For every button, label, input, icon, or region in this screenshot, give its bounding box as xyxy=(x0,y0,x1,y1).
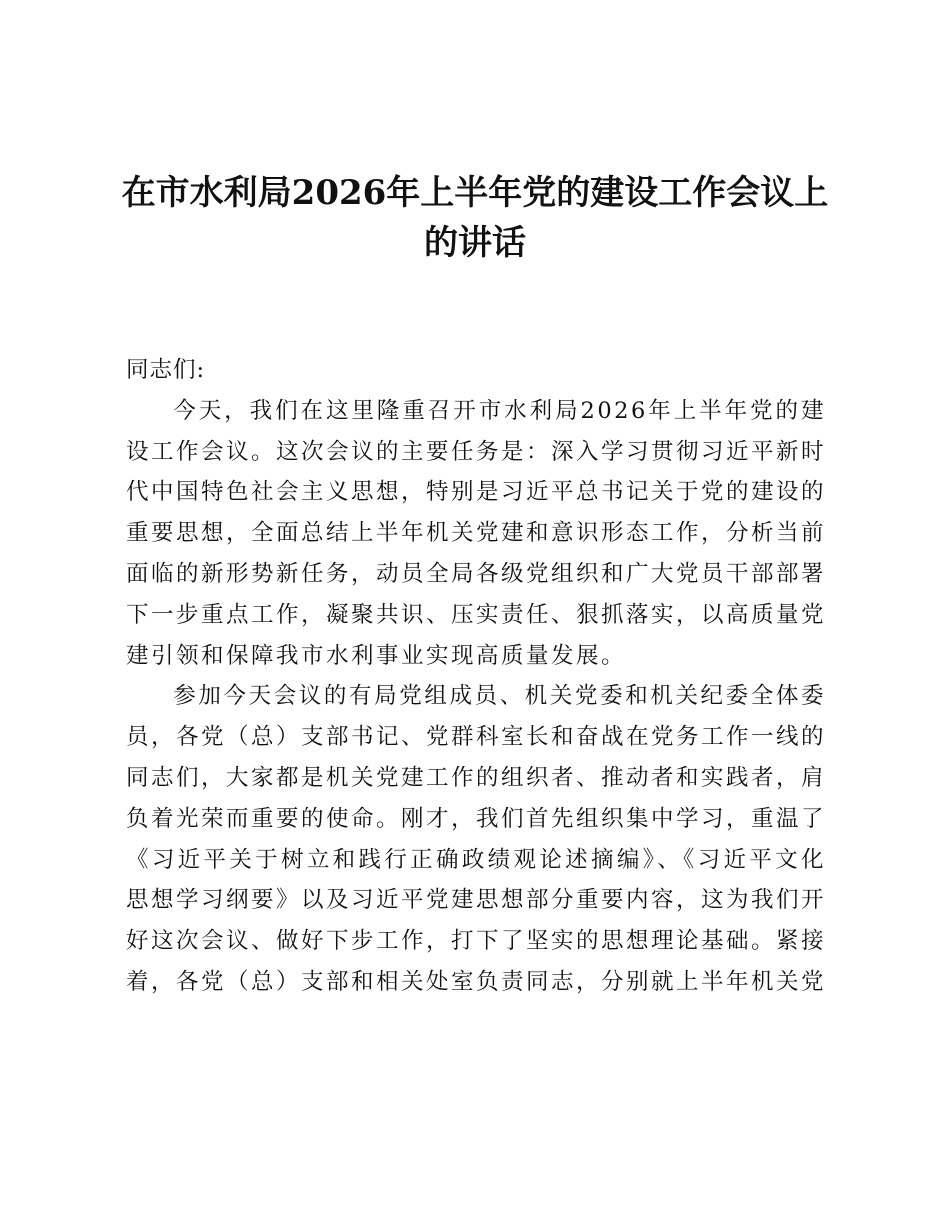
document-title-line2: 的讲话 xyxy=(424,223,526,263)
document-title xyxy=(110,168,840,268)
document-body xyxy=(126,350,826,1003)
document-title-line1: 在市水利局2026年上半年党的建设工作会议上 xyxy=(121,173,829,213)
paragraph-attendees: 参加今天会议的有局党组成员、机关党委和机关纪委全体委员，各党（总）支部书记、党群科室长和奋战在党务工作一线的同志们，大家都是机关党建工作的组织者、推动者和实践者，肩负着光荣而重要的使命。刚才，我们首先组织集中学习，重温了《习近平关于树立和践行正确政绩观论述摘编》、《习近平文化思想学习纲要》以及习近平党建思想部分重要内容，这为我们开好这次会议、做好下步工作，打下了坚实的思想理论基础。紧接着，各党（总）支部和相关处室负责同志，分别就上半年机关党 xyxy=(126,683,827,995)
salutation: 同志们: xyxy=(126,357,206,383)
paragraph-opening: 今天，我们在这里隆重召开市水利局2026年上半年党的建设工作会议。这次会议的主要任务是：深入学习贯彻习近平新时代中国特色社会主义思想，特别是习近平总书记关于党的建设的重要思想，全面总结上半年机关党建和意识形态工作，分析当前面临的新形势新任务，动员全局各级党组织和广大党员干部部署下一步重点工作，凝聚共识、压实责任、狠抓落实，以高质量党建引领和保障我市水利事业实现高质量发展。 xyxy=(126,397,827,669)
